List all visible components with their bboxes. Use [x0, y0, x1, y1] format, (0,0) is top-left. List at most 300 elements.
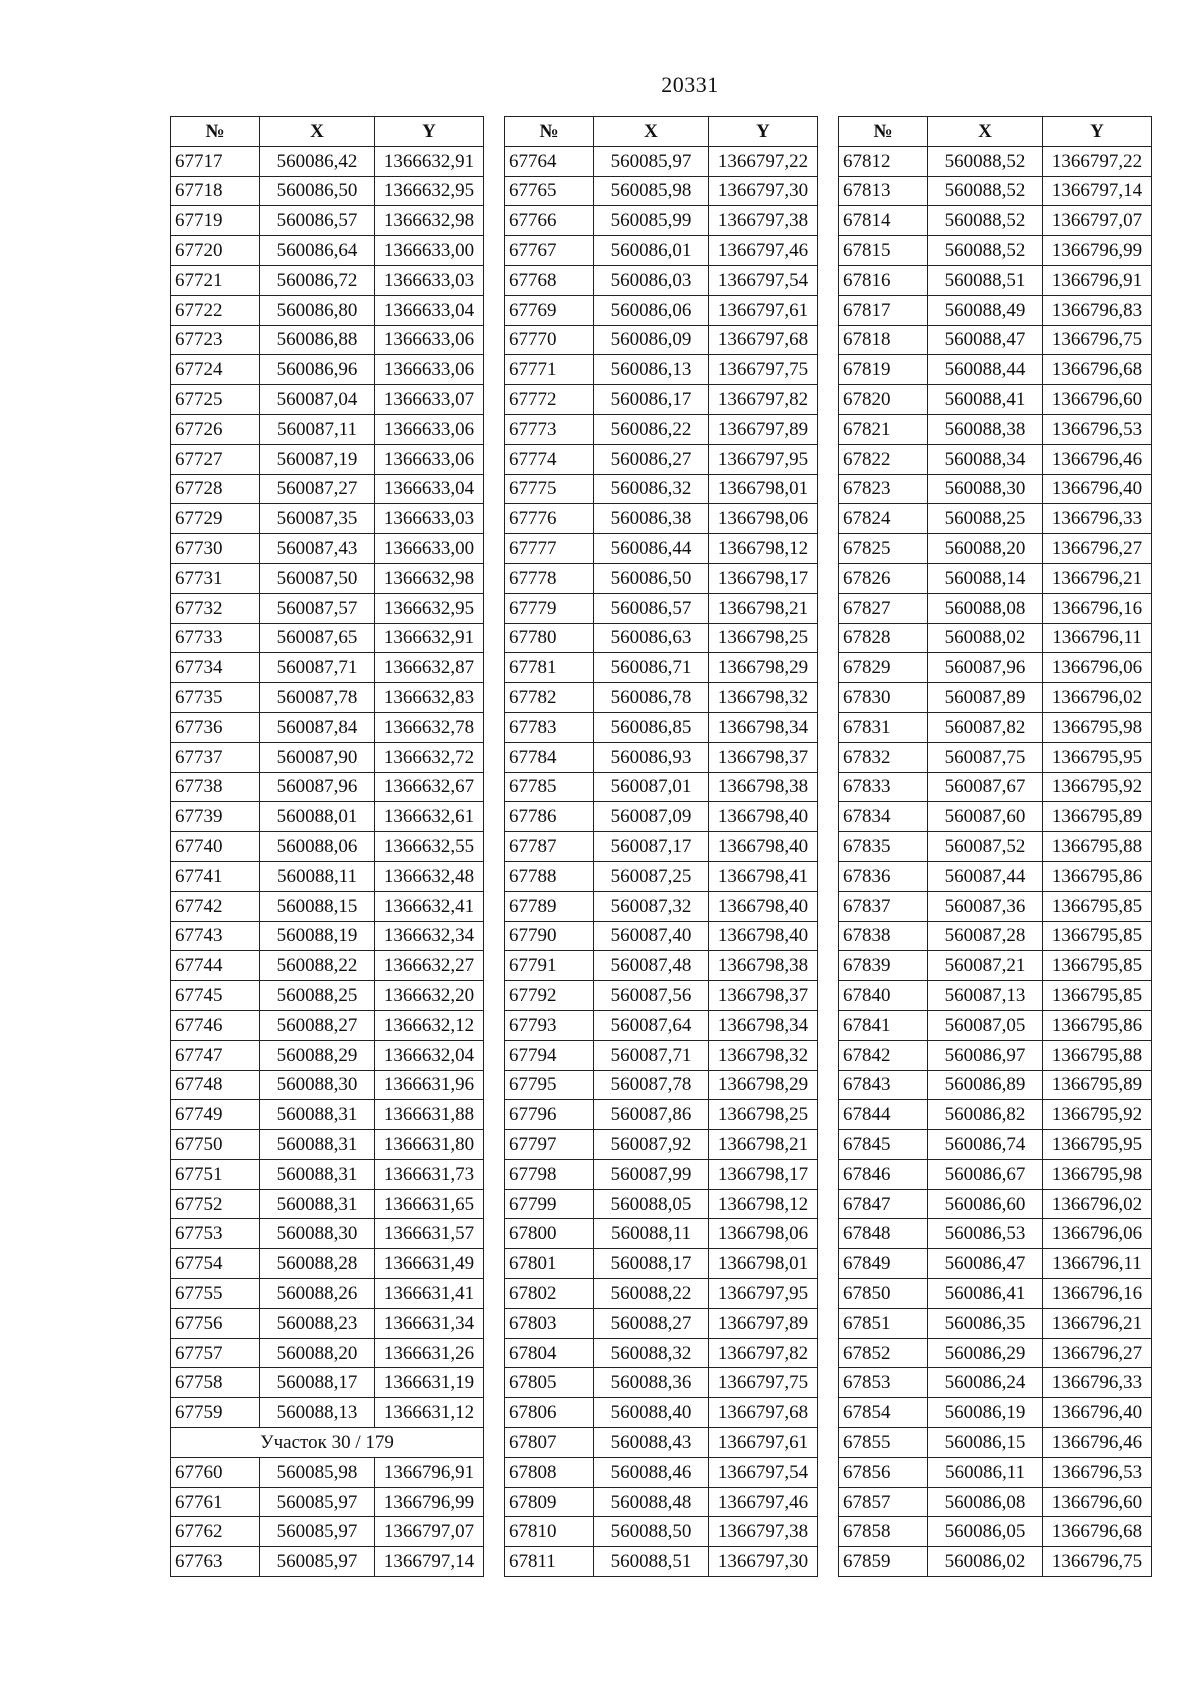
- y-coordinate-cell: 1366796,21: [1043, 563, 1152, 593]
- y-coordinate-cell: 1366795,85: [1043, 921, 1152, 951]
- table-row: [171, 951, 484, 981]
- point-number-cell: 67843: [839, 1070, 928, 1100]
- y-coordinate-cell: 1366797,75: [709, 1368, 818, 1398]
- y-coordinate-cell: 1366796,11: [1043, 623, 1152, 653]
- table-row: [839, 295, 1152, 325]
- x-coordinate-cell: 560088,19: [260, 921, 375, 951]
- table-row: [839, 742, 1152, 772]
- point-number-cell: 67835: [839, 832, 928, 862]
- x-coordinate-cell: 560085,97: [594, 146, 709, 176]
- x-coordinate-cell: 560087,44: [928, 861, 1043, 891]
- table-row: [505, 1279, 818, 1309]
- y-coordinate-cell: 1366796,91: [375, 1457, 484, 1487]
- table-row: [505, 1457, 818, 1487]
- header-x: X: [928, 117, 1043, 147]
- y-coordinate-cell: 1366796,68: [1043, 355, 1152, 385]
- table-row: [171, 534, 484, 564]
- header-y: Y: [1043, 117, 1152, 147]
- table-row: [171, 1487, 484, 1517]
- point-number-cell: 67766: [505, 206, 594, 236]
- x-coordinate-cell: 560087,11: [260, 414, 375, 444]
- y-coordinate-cell: 1366798,17: [709, 563, 818, 593]
- point-number-cell: 67790: [505, 921, 594, 951]
- y-coordinate-cell: 1366796,68: [1043, 1517, 1152, 1547]
- x-coordinate-cell: 560086,71: [594, 653, 709, 683]
- table-row: [505, 653, 818, 683]
- table-row: [839, 802, 1152, 832]
- x-coordinate-cell: 560087,78: [594, 1070, 709, 1100]
- point-number-cell: 67755: [171, 1279, 260, 1309]
- y-coordinate-cell: 1366797,14: [375, 1547, 484, 1577]
- point-number-cell: 67831: [839, 712, 928, 742]
- x-coordinate-cell: 560088,38: [928, 414, 1043, 444]
- table-row: [505, 1130, 818, 1160]
- x-coordinate-cell: 560086,72: [260, 265, 375, 295]
- point-number-cell: 67856: [839, 1457, 928, 1487]
- table-row: [505, 951, 818, 981]
- y-coordinate-cell: 1366631,26: [375, 1338, 484, 1368]
- y-coordinate-cell: 1366795,98: [1043, 1159, 1152, 1189]
- y-coordinate-cell: 1366795,88: [1043, 832, 1152, 862]
- y-coordinate-cell: 1366797,38: [709, 206, 818, 236]
- table-row: [171, 1100, 484, 1130]
- x-coordinate-cell: 560086,93: [594, 742, 709, 772]
- y-coordinate-cell: 1366631,19: [375, 1368, 484, 1398]
- x-coordinate-cell: 560086,15: [928, 1428, 1043, 1458]
- table-row: [171, 414, 484, 444]
- y-coordinate-cell: 1366633,06: [375, 355, 484, 385]
- y-coordinate-cell: 1366633,03: [375, 265, 484, 295]
- point-number-cell: 67825: [839, 534, 928, 564]
- x-coordinate-cell: 560086,64: [260, 236, 375, 266]
- point-number-cell: 67773: [505, 414, 594, 444]
- point-number-cell: 67770: [505, 325, 594, 355]
- x-coordinate-cell: 560088,11: [594, 1219, 709, 1249]
- table-row: [839, 236, 1152, 266]
- x-coordinate-cell: 560088,46: [594, 1457, 709, 1487]
- table-row: [505, 444, 818, 474]
- x-coordinate-cell: 560086,80: [260, 295, 375, 325]
- y-coordinate-cell: 1366796,06: [1043, 1219, 1152, 1249]
- table-row: [505, 742, 818, 772]
- y-coordinate-cell: 1366796,27: [1043, 534, 1152, 564]
- point-number-cell: 67837: [839, 891, 928, 921]
- point-number-cell: 67757: [171, 1338, 260, 1368]
- table-row: [505, 414, 818, 444]
- x-coordinate-cell: 560088,29: [260, 1040, 375, 1070]
- table-row: [839, 414, 1152, 444]
- y-coordinate-cell: 1366797,89: [709, 414, 818, 444]
- x-coordinate-cell: 560085,98: [594, 176, 709, 206]
- y-coordinate-cell: 1366796,16: [1043, 593, 1152, 623]
- y-coordinate-cell: 1366798,21: [709, 1130, 818, 1160]
- y-coordinate-cell: 1366632,91: [375, 623, 484, 653]
- table-row: [505, 921, 818, 951]
- point-number-cell: 67772: [505, 385, 594, 415]
- table-header-row: [171, 117, 484, 147]
- table-row: [505, 146, 818, 176]
- point-number-cell: 67740: [171, 832, 260, 862]
- point-number-cell: 67728: [171, 474, 260, 504]
- header-x: X: [594, 117, 709, 147]
- x-coordinate-cell: 560088,06: [260, 832, 375, 862]
- table-row: [505, 1249, 818, 1279]
- y-coordinate-cell: 1366798,21: [709, 593, 818, 623]
- x-coordinate-cell: 560087,75: [928, 742, 1043, 772]
- point-number-cell: 67821: [839, 414, 928, 444]
- point-number-cell: 67782: [505, 683, 594, 713]
- point-number-cell: 67819: [839, 355, 928, 385]
- y-coordinate-cell: 1366633,03: [375, 504, 484, 534]
- point-number-cell: 67805: [505, 1368, 594, 1398]
- point-number-cell: 67792: [505, 981, 594, 1011]
- table-row: [505, 1338, 818, 1368]
- y-coordinate-cell: 1366631,57: [375, 1219, 484, 1249]
- x-coordinate-cell: 560088,49: [928, 295, 1043, 325]
- x-coordinate-cell: 560088,20: [260, 1338, 375, 1368]
- y-coordinate-cell: 1366798,06: [709, 1219, 818, 1249]
- point-number-cell: 67857: [839, 1487, 928, 1517]
- x-coordinate-cell: 560088,22: [260, 951, 375, 981]
- point-number-cell: 67851: [839, 1308, 928, 1338]
- x-coordinate-cell: 560085,98: [260, 1457, 375, 1487]
- y-coordinate-cell: 1366631,80: [375, 1130, 484, 1160]
- point-number-cell: 67742: [171, 891, 260, 921]
- point-number-cell: 67738: [171, 772, 260, 802]
- x-coordinate-cell: 560088,52: [928, 146, 1043, 176]
- x-coordinate-cell: 560087,19: [260, 444, 375, 474]
- table-row: [505, 474, 818, 504]
- x-coordinate-cell: 560086,67: [928, 1159, 1043, 1189]
- point-number-cell: 67794: [505, 1040, 594, 1070]
- table-row: [839, 861, 1152, 891]
- y-coordinate-cell: 1366796,06: [1043, 653, 1152, 683]
- x-coordinate-cell: 560088,15: [260, 891, 375, 921]
- x-coordinate-cell: 560088,11: [260, 861, 375, 891]
- table-row: [839, 593, 1152, 623]
- table-row: [839, 712, 1152, 742]
- header-y: Y: [375, 117, 484, 147]
- table-row: [505, 325, 818, 355]
- y-coordinate-cell: 1366796,46: [1043, 1428, 1152, 1458]
- point-number-cell: 67783: [505, 712, 594, 742]
- x-coordinate-cell: 560087,90: [260, 742, 375, 772]
- table-row: [505, 176, 818, 206]
- x-coordinate-cell: 560086,78: [594, 683, 709, 713]
- x-coordinate-cell: 560088,27: [594, 1308, 709, 1338]
- point-number-cell: 67787: [505, 832, 594, 862]
- y-coordinate-cell: 1366798,17: [709, 1159, 818, 1189]
- table-row: [171, 653, 484, 683]
- table-row: [171, 295, 484, 325]
- y-coordinate-cell: 1366632,61: [375, 802, 484, 832]
- x-coordinate-cell: 560087,13: [928, 981, 1043, 1011]
- table-row: [505, 712, 818, 742]
- point-number-cell: 67734: [171, 653, 260, 683]
- y-coordinate-cell: 1366797,75: [709, 355, 818, 385]
- point-number-cell: 67721: [171, 265, 260, 295]
- table-row: [171, 1070, 484, 1100]
- y-coordinate-cell: 1366795,92: [1043, 1100, 1152, 1130]
- point-number-cell: 67793: [505, 1010, 594, 1040]
- y-coordinate-cell: 1366795,89: [1043, 1070, 1152, 1100]
- point-number-cell: 67765: [505, 176, 594, 206]
- y-coordinate-cell: 1366633,06: [375, 444, 484, 474]
- x-coordinate-cell: 560088,30: [260, 1219, 375, 1249]
- point-number-cell: 67744: [171, 951, 260, 981]
- y-coordinate-cell: 1366798,40: [709, 832, 818, 862]
- x-coordinate-cell: 560087,09: [594, 802, 709, 832]
- x-coordinate-cell: 560088,23: [260, 1308, 375, 1338]
- x-coordinate-cell: 560087,36: [928, 891, 1043, 921]
- y-coordinate-cell: 1366632,98: [375, 563, 484, 593]
- y-coordinate-cell: 1366797,30: [709, 1547, 818, 1577]
- y-coordinate-cell: 1366798,37: [709, 981, 818, 1011]
- section-label: Участок 30 / 179: [171, 1428, 484, 1458]
- x-coordinate-cell: 560087,21: [928, 951, 1043, 981]
- y-coordinate-cell: 1366631,73: [375, 1159, 484, 1189]
- point-number-cell: 67802: [505, 1279, 594, 1309]
- table-row: [839, 1219, 1152, 1249]
- point-number-cell: 67718: [171, 176, 260, 206]
- point-number-cell: 67771: [505, 355, 594, 385]
- y-coordinate-cell: 1366795,86: [1043, 861, 1152, 891]
- y-coordinate-cell: 1366795,88: [1043, 1040, 1152, 1070]
- table-row: [505, 1398, 818, 1428]
- y-coordinate-cell: 1366632,72: [375, 742, 484, 772]
- table-row: [171, 325, 484, 355]
- table-row: [171, 1279, 484, 1309]
- y-coordinate-cell: 1366798,25: [709, 1100, 818, 1130]
- y-coordinate-cell: 1366798,06: [709, 504, 818, 534]
- point-number-cell: 67829: [839, 653, 928, 683]
- table-header-row: [505, 117, 818, 147]
- table-row: [839, 504, 1152, 534]
- x-coordinate-cell: 560088,31: [260, 1159, 375, 1189]
- x-coordinate-cell: 560087,04: [260, 385, 375, 415]
- x-coordinate-cell: 560086,17: [594, 385, 709, 415]
- point-number-cell: 67723: [171, 325, 260, 355]
- y-coordinate-cell: 1366797,82: [709, 1338, 818, 1368]
- table-row: [839, 1517, 1152, 1547]
- header-no: №: [839, 117, 928, 147]
- y-coordinate-cell: 1366633,06: [375, 414, 484, 444]
- y-coordinate-cell: 1366632,95: [375, 593, 484, 623]
- table-row: [171, 712, 484, 742]
- table-row: [171, 146, 484, 176]
- point-number-cell: 67781: [505, 653, 594, 683]
- point-number-cell: 67729: [171, 504, 260, 534]
- y-coordinate-cell: 1366798,12: [709, 534, 818, 564]
- point-number-cell: 67798: [505, 1159, 594, 1189]
- x-coordinate-cell: 560088,22: [594, 1279, 709, 1309]
- y-coordinate-cell: 1366798,32: [709, 683, 818, 713]
- point-number-cell: 67752: [171, 1189, 260, 1219]
- point-number-cell: 67724: [171, 355, 260, 385]
- point-number-cell: 67747: [171, 1040, 260, 1070]
- x-coordinate-cell: 560088,17: [594, 1249, 709, 1279]
- y-coordinate-cell: 1366798,12: [709, 1189, 818, 1219]
- x-coordinate-cell: 560087,56: [594, 981, 709, 1011]
- x-coordinate-cell: 560087,52: [928, 832, 1043, 862]
- y-coordinate-cell: 1366797,95: [709, 1279, 818, 1309]
- y-coordinate-cell: 1366796,75: [1043, 325, 1152, 355]
- x-coordinate-cell: 560088,30: [928, 474, 1043, 504]
- y-coordinate-cell: 1366798,25: [709, 623, 818, 653]
- coordinate-table-1: [170, 116, 484, 1577]
- point-number-cell: 67846: [839, 1159, 928, 1189]
- point-number-cell: 67784: [505, 742, 594, 772]
- y-coordinate-cell: 1366797,38: [709, 1517, 818, 1547]
- table-row: [505, 683, 818, 713]
- table-row: [171, 921, 484, 951]
- point-number-cell: 67717: [171, 146, 260, 176]
- table-row: [505, 623, 818, 653]
- table-row: [171, 504, 484, 534]
- x-coordinate-cell: 560087,27: [260, 474, 375, 504]
- point-number-cell: 67847: [839, 1189, 928, 1219]
- y-coordinate-cell: 1366796,40: [1043, 474, 1152, 504]
- table-row: [839, 623, 1152, 653]
- x-coordinate-cell: 560087,92: [594, 1130, 709, 1160]
- x-coordinate-cell: 560086,38: [594, 504, 709, 534]
- table-row: [839, 206, 1152, 236]
- table-row: [839, 1547, 1152, 1577]
- x-coordinate-cell: 560087,57: [260, 593, 375, 623]
- point-number-cell: 67780: [505, 623, 594, 653]
- x-coordinate-cell: 560086,03: [594, 265, 709, 295]
- point-number-cell: 67758: [171, 1368, 260, 1398]
- x-coordinate-cell: 560086,27: [594, 444, 709, 474]
- y-coordinate-cell: 1366797,54: [709, 265, 818, 295]
- y-coordinate-cell: 1366798,38: [709, 772, 818, 802]
- table-row: [171, 802, 484, 832]
- x-coordinate-cell: 560088,48: [594, 1487, 709, 1517]
- x-coordinate-cell: 560087,35: [260, 504, 375, 534]
- x-coordinate-cell: 560088,41: [928, 385, 1043, 415]
- table-row: [171, 742, 484, 772]
- x-coordinate-cell: 560087,01: [594, 772, 709, 802]
- x-coordinate-cell: 560087,60: [928, 802, 1043, 832]
- point-number-cell: 67814: [839, 206, 928, 236]
- y-coordinate-cell: 1366796,33: [1043, 1368, 1152, 1398]
- y-coordinate-cell: 1366796,16: [1043, 1279, 1152, 1309]
- point-number-cell: 67840: [839, 981, 928, 1011]
- x-coordinate-cell: 560086,05: [928, 1517, 1043, 1547]
- table-row: [505, 385, 818, 415]
- x-coordinate-cell: 560086,60: [928, 1189, 1043, 1219]
- point-number-cell: 67807: [505, 1428, 594, 1458]
- y-coordinate-cell: 1366796,53: [1043, 1457, 1152, 1487]
- x-coordinate-cell: 560088,52: [928, 236, 1043, 266]
- y-coordinate-cell: 1366633,00: [375, 534, 484, 564]
- table-row: [839, 921, 1152, 951]
- point-number-cell: 67741: [171, 861, 260, 891]
- table-row: [171, 1010, 484, 1040]
- y-coordinate-cell: 1366796,60: [1043, 1487, 1152, 1517]
- y-coordinate-cell: 1366797,68: [709, 1398, 818, 1428]
- y-coordinate-cell: 1366632,48: [375, 861, 484, 891]
- y-coordinate-cell: 1366632,12: [375, 1010, 484, 1040]
- y-coordinate-cell: 1366797,14: [1043, 176, 1152, 206]
- x-coordinate-cell: 560088,51: [594, 1547, 709, 1577]
- table-row: [839, 1100, 1152, 1130]
- table-row: [505, 534, 818, 564]
- table-body: [505, 146, 818, 1576]
- x-coordinate-cell: 560087,96: [260, 772, 375, 802]
- x-coordinate-cell: 560086,09: [594, 325, 709, 355]
- point-number-cell: 67836: [839, 861, 928, 891]
- x-coordinate-cell: 560086,01: [594, 236, 709, 266]
- table-row: [839, 1487, 1152, 1517]
- y-coordinate-cell: 1366797,68: [709, 325, 818, 355]
- table-row: [171, 1130, 484, 1160]
- point-number-cell: 67842: [839, 1040, 928, 1070]
- y-coordinate-cell: 1366798,34: [709, 1010, 818, 1040]
- x-coordinate-cell: 560088,28: [260, 1249, 375, 1279]
- y-coordinate-cell: 1366796,40: [1043, 1398, 1152, 1428]
- y-coordinate-cell: 1366796,33: [1043, 504, 1152, 534]
- table-row: [505, 206, 818, 236]
- x-coordinate-cell: 560088,05: [594, 1189, 709, 1219]
- point-number-cell: 67801: [505, 1249, 594, 1279]
- table-row: [839, 1010, 1152, 1040]
- table-row: [505, 593, 818, 623]
- table-body: [839, 146, 1152, 1576]
- point-number-cell: 67800: [505, 1219, 594, 1249]
- table-row: [505, 981, 818, 1011]
- table-row: [839, 653, 1152, 683]
- x-coordinate-cell: 560086,50: [594, 563, 709, 593]
- point-number-cell: 67853: [839, 1368, 928, 1398]
- point-number-cell: 67739: [171, 802, 260, 832]
- x-coordinate-cell: 560087,28: [928, 921, 1043, 951]
- table-row: [171, 563, 484, 593]
- x-coordinate-cell: 560087,17: [594, 832, 709, 862]
- header-x: X: [260, 117, 375, 147]
- table-row: [505, 1189, 818, 1219]
- point-number-cell: 67764: [505, 146, 594, 176]
- x-coordinate-cell: 560088,17: [260, 1368, 375, 1398]
- point-number-cell: 67759: [171, 1398, 260, 1428]
- y-coordinate-cell: 1366798,34: [709, 712, 818, 742]
- y-coordinate-cell: 1366631,12: [375, 1398, 484, 1428]
- point-number-cell: 67725: [171, 385, 260, 415]
- point-number-cell: 67760: [171, 1457, 260, 1487]
- y-coordinate-cell: 1366632,83: [375, 683, 484, 713]
- point-number-cell: 67743: [171, 921, 260, 951]
- table-row: [171, 891, 484, 921]
- x-coordinate-cell: 560086,32: [594, 474, 709, 504]
- y-coordinate-cell: 1366796,46: [1043, 444, 1152, 474]
- point-number-cell: 67809: [505, 1487, 594, 1517]
- point-number-cell: 67748: [171, 1070, 260, 1100]
- table-row: [505, 1010, 818, 1040]
- x-coordinate-cell: 560086,96: [260, 355, 375, 385]
- y-coordinate-cell: 1366795,86: [1043, 1010, 1152, 1040]
- table-row: [171, 1517, 484, 1547]
- point-number-cell: 67763: [171, 1547, 260, 1577]
- x-coordinate-cell: 560086,02: [928, 1547, 1043, 1577]
- table-row: [505, 295, 818, 325]
- table-row: [839, 683, 1152, 713]
- table-row: [171, 474, 484, 504]
- x-coordinate-cell: 560087,82: [928, 712, 1043, 742]
- y-coordinate-cell: 1366797,46: [709, 236, 818, 266]
- table-row: [171, 206, 484, 236]
- point-number-cell: 67776: [505, 504, 594, 534]
- x-coordinate-cell: 560086,19: [928, 1398, 1043, 1428]
